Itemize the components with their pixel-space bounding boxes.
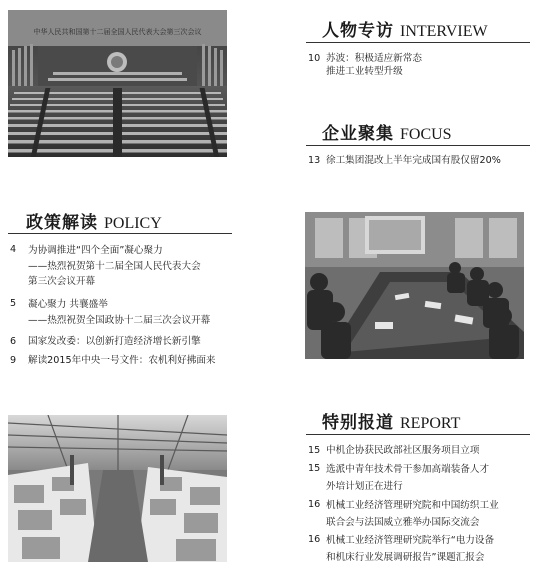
page-number: 6 bbox=[10, 336, 17, 347]
factory-photo bbox=[8, 415, 227, 562]
entry-title: 凝心聚力 共襄盛举 ——热烈祝贺全国政协十二届三次会议开幕 bbox=[28, 299, 211, 326]
page-number: 13 bbox=[308, 155, 321, 166]
interview-title-zh: 人物专访 bbox=[322, 21, 394, 41]
entry-title: 机械工业经济管理研究院举行“电力设备 和机床行业发展调研报告”课题汇报会 bbox=[326, 535, 495, 563]
entry-title: 选派中青年技术骨干参加高端装备人才 外培计划正在进行 bbox=[326, 464, 490, 492]
entry-title: 徐工集团混改上半年完成国有股仅留20% bbox=[326, 155, 501, 166]
entry-title: 国家发改委：以创新打造经济增长新引擎 bbox=[28, 336, 201, 347]
report-title-zh: 特别报道 bbox=[322, 413, 394, 433]
congress-hall-photo bbox=[8, 10, 227, 157]
report-title-en: REPORT bbox=[400, 415, 461, 432]
meeting-photo bbox=[305, 212, 524, 359]
page-number: 16 bbox=[308, 499, 321, 510]
entry-title: 机械工业经济管理研究院和中国纺织工业 联合会与法国威立雅举办国际交流会 bbox=[326, 500, 499, 528]
interview-heading bbox=[322, 16, 488, 41]
policy-rule bbox=[8, 233, 232, 234]
page-number: 10 bbox=[308, 53, 321, 64]
focus-rule bbox=[306, 145, 530, 146]
entry-title: 苏波：积极适应新常态 推进工业转型升级 bbox=[326, 53, 422, 77]
interview-title-en: INTERVIEW bbox=[400, 23, 488, 40]
focus-title-zh: 企业聚集 bbox=[322, 124, 394, 144]
policy-title-en: POLICY bbox=[104, 215, 162, 232]
page-number: 5 bbox=[10, 298, 17, 309]
page-number: 4 bbox=[10, 244, 17, 255]
entry-title: 为协调推进“四个全面”凝心聚力 ——热烈祝贺第十二届全国人民代表大会 第三次会议开幕 bbox=[28, 245, 201, 287]
report-rule bbox=[306, 434, 530, 435]
page-number: 16 bbox=[308, 534, 321, 545]
policy-title-zh: 政策解读 bbox=[26, 213, 98, 233]
focus-heading bbox=[322, 119, 452, 144]
page-number: 15 bbox=[308, 445, 321, 456]
entry-title: 中机企协获民政部社区服务项目立项 bbox=[326, 445, 480, 456]
focus-title-en: FOCUS bbox=[400, 126, 452, 143]
congress-banner: 中华人民共和国第十二届全国人民代表大会第三次会议 bbox=[33, 28, 202, 36]
entry-title: 解读2015年中央一号文件：农机利好拂面来 bbox=[28, 355, 216, 366]
policy-heading bbox=[26, 208, 162, 233]
report-heading bbox=[322, 408, 460, 433]
page-number: 15 bbox=[308, 463, 321, 474]
interview-rule bbox=[306, 42, 530, 43]
page-number: 9 bbox=[10, 355, 17, 366]
